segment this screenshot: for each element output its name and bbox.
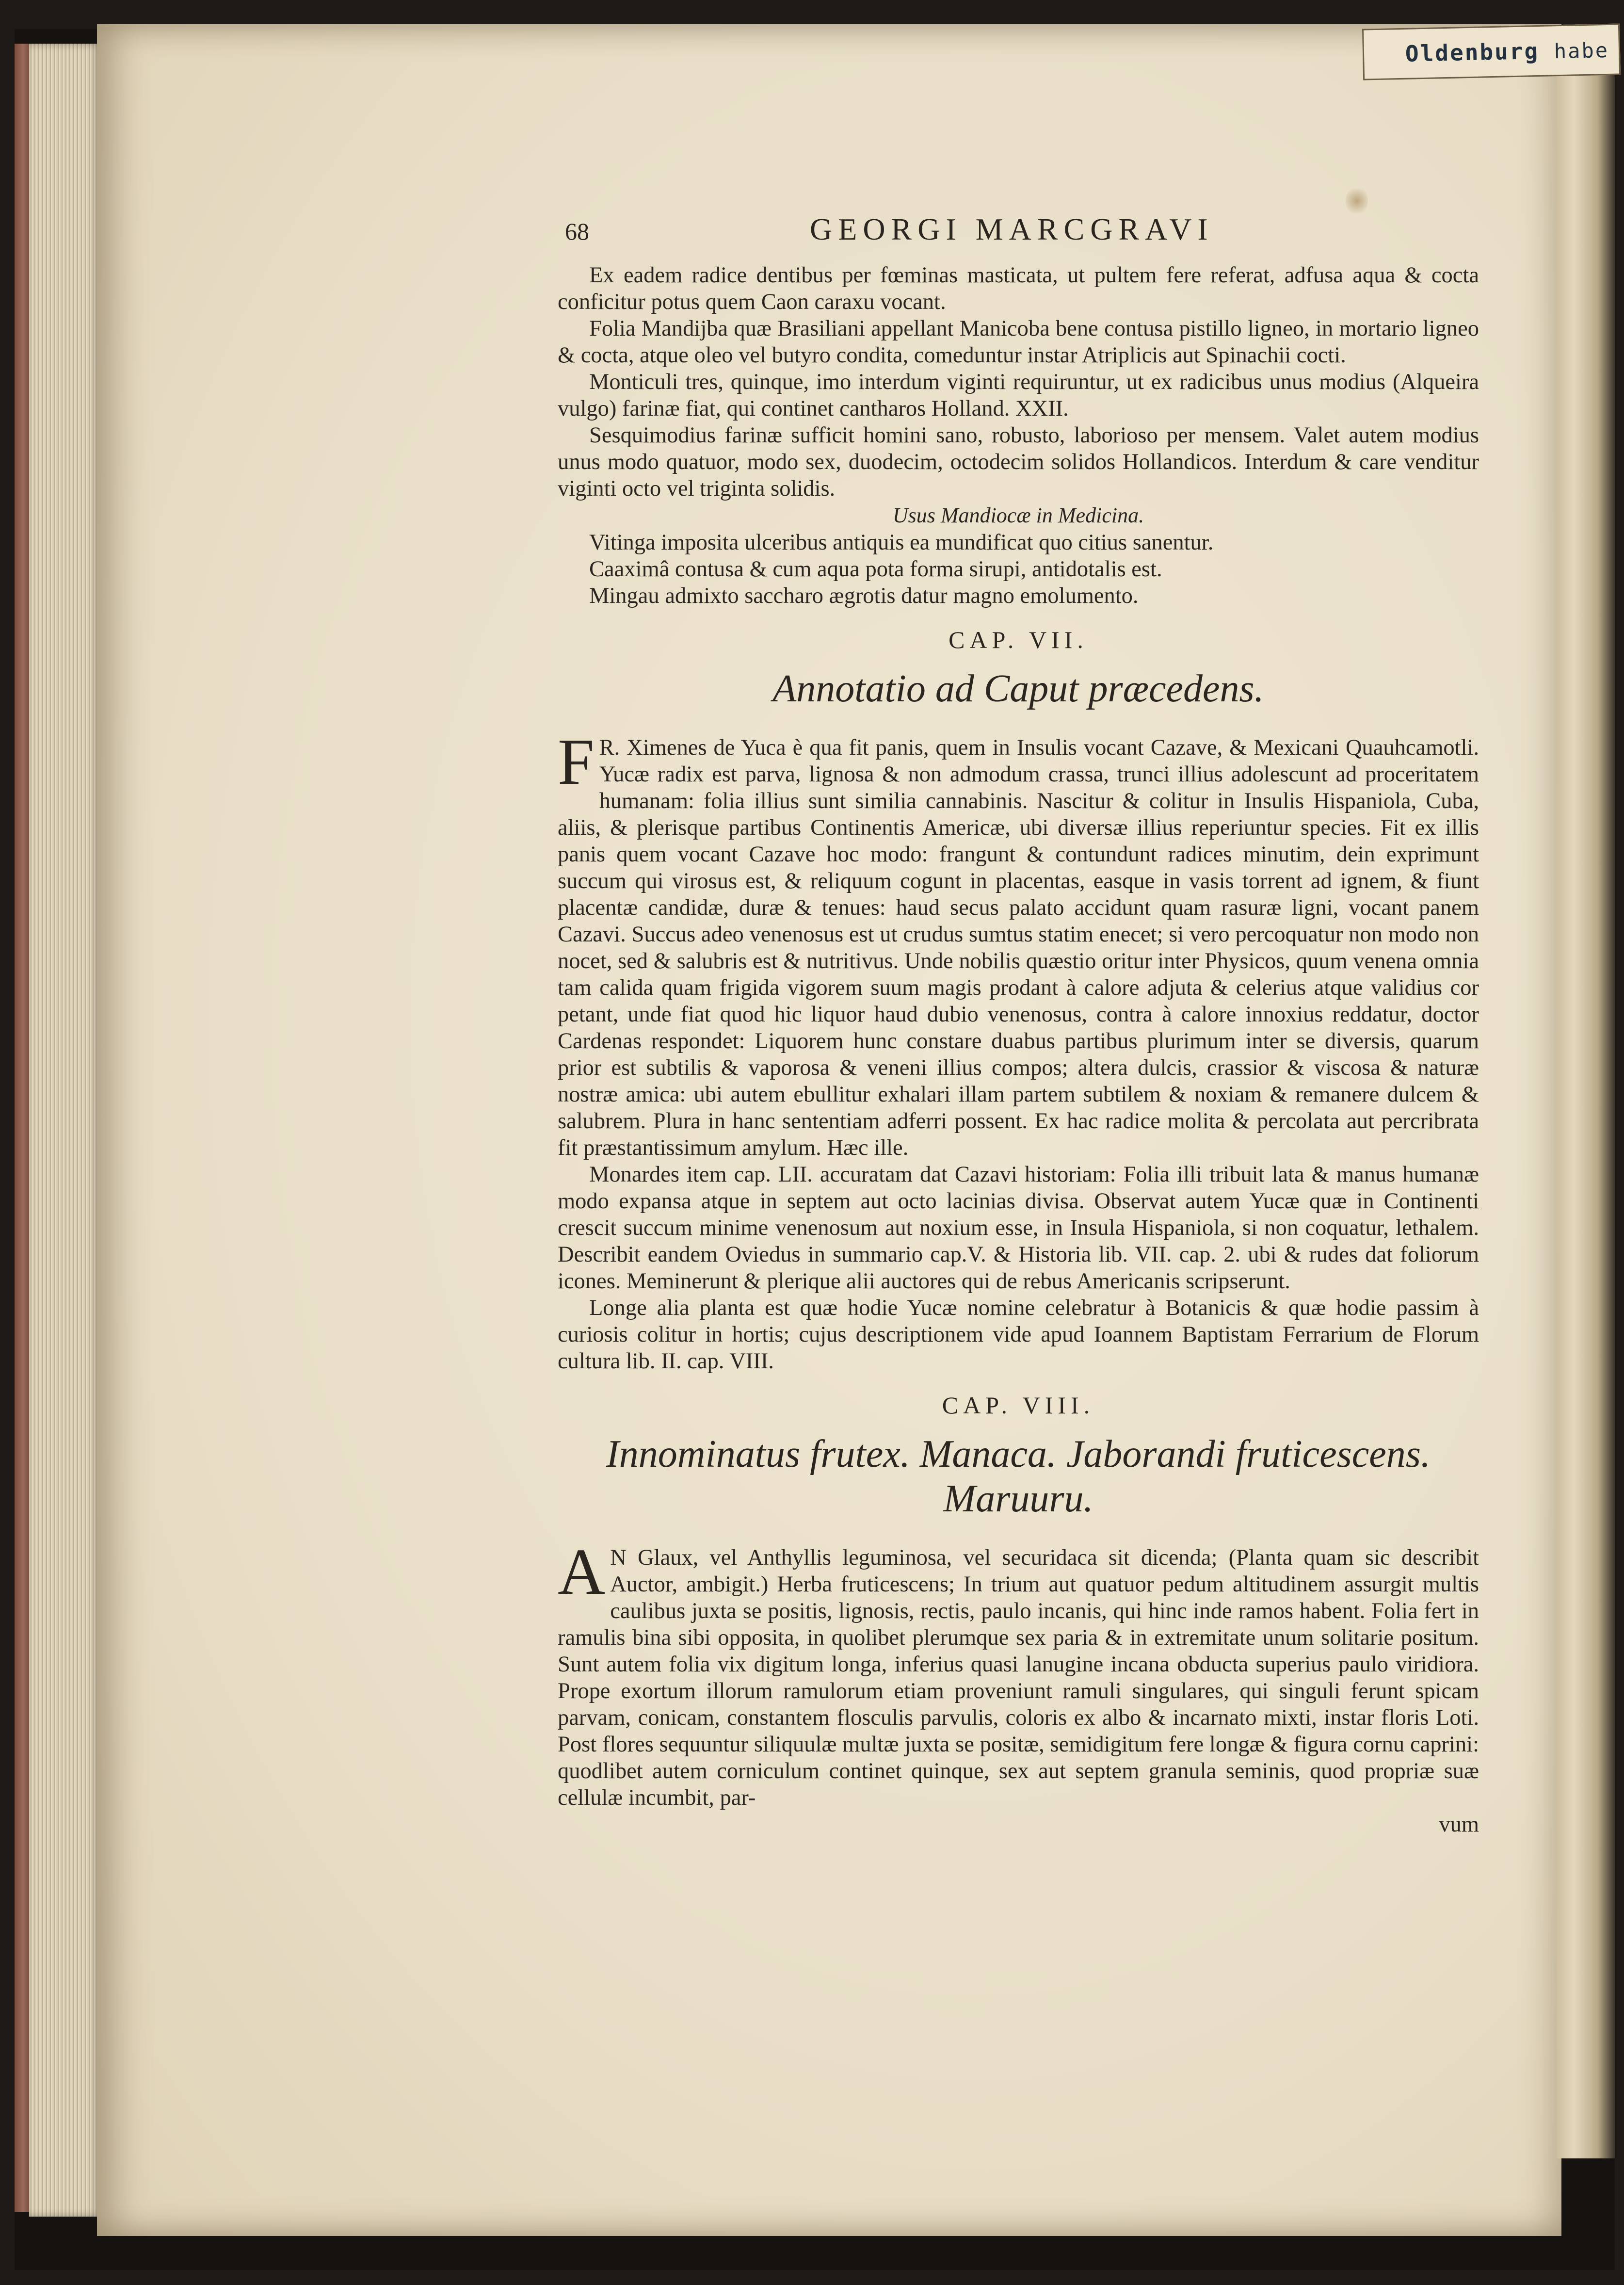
section-subheading: Usus Mandiocæ in Medicina. bbox=[892, 503, 1144, 527]
page-text bbox=[558, 209, 1479, 1838]
chapter-label: CAP. VIII. bbox=[942, 1392, 1095, 1419]
drop-cap: A bbox=[558, 1536, 606, 1608]
drop-cap: F bbox=[558, 726, 595, 798]
page-edges bbox=[29, 44, 102, 2217]
bookmark-tab-label: Oldenburg habe bbox=[1405, 37, 1609, 67]
chapter-title: Innominatus frutex. Manaca. Jaborandi fruticescens. Maruuru. bbox=[606, 1433, 1431, 1520]
paragraph: Sesquimodius farinæ sufficit homini sano, robusto, laborioso per mensem. Valet autem modius unus modo quatuor, modo sex, duodecim, octodecim solidos Hollandicos. Interdum & care venditur viginti octo vel triginta solidis. bbox=[558, 423, 1479, 501]
paragraph: Mingau admixto saccharo ægrotis datur magno emolumento. bbox=[589, 583, 1139, 608]
bookmark-tab[interactable] bbox=[1362, 23, 1621, 80]
paragraph: Longe alia planta est quæ hodie Yucæ nomine celebratur à Botanicis & quæ hodie passim à curiosis colitur in hortis; cujus descriptionem vide apud Ioannem Baptistam Ferrarium de Florum cultura lib. II. cap. VIII. bbox=[558, 1296, 1479, 1374]
running-title: GEORGI MARCGRAVI bbox=[810, 212, 1214, 246]
paragraph: A N Glaux, vel Anthyllis leguminosa, vel securidaca sit dicenda; (Planta quam sic describit Auctor, ambigit.) Herba fruticescens; In trium aut quatuor pedum altitudinem assurgit multis caulibus juxta se positis, lignosis, rectis, paulo incanis, qui hinc inde ramos habent. Folia fert in ramulis bina sibi opposita, in quolibet plerumque sex paria & in extremitate unum solitarie positum. Sunt autem folia vix digitum longa, inferius quasi lanugine incana obducta superius paulo viridiora. Prope exortum illorum ramulorum etiam proveniunt ramuli singulares, qui singuli ferunt spicam parvam, conicam, constantem flosculis parvulis, coloris ex albo & incarnato mixti, instar floris Loti. Post flores sequuntur siliquulæ multæ juxta se positæ, semidigitum fere longæ & figura cornu caprini: quodlibet autem corniculum continet quinque, sex aut septem granula seminis, quod propriæ suæ cellulæ incumbit, par- bbox=[558, 1536, 1479, 1810]
running-head bbox=[558, 209, 1479, 262]
paragraph: Monticuli tres, quinque, imo interdum viginti requiruntur, ut ex radicibus unus modius (Alqueira vulgo) farinæ fiat, qui continet cantharos Holland. XXII. bbox=[558, 370, 1479, 421]
page-number: 68 bbox=[565, 218, 589, 245]
paragraph: Caaximâ contusa & cum aqua pota forma sirupi, antidotalis est. bbox=[589, 557, 1162, 582]
paragraph: Folia Mandijba quæ Brasiliani appellant Manicoba bene contusa pistillo ligneo, in mortario ligneo & cocta, atque oleo vel butyro condita, comeduntur instar Atriplicis aut Spinachii cocti. bbox=[558, 316, 1479, 368]
chapter-label: CAP. VII. bbox=[949, 626, 1088, 653]
right-page-edge bbox=[1557, 73, 1615, 2158]
paragraph: F R. Ximenes de Yuca è qua fit panis, quem in Insulis vocant Cazave, & Mexicani Quauhcamotli. Yucæ radix est parva, lignosa & non admodum crassa, trunci illius adolescunt ad proceritatem humanam: folia illius sunt similia cannabinis. Nascitur & colitur in Insulis Hispaniola, Cuba, aliis, & plerisque partibus Continentis Americæ, ubi diversæ illius reperiuntur species. Fit ex illis panis quem vocant Cazave hoc modo: frangunt & contundunt radices minutim, dein exprimunt succum qui virosus est, & reliquum cogunt in placentas, easque in vasis torrent ad ignem, & fiunt placentæ candidæ, duræ & tenues: haud secus palato accidunt quam rasuræ ligni, vocant panem Cazavi. Succus adeo venenosus est ut crudus sumtus statim enecet; si vero percoquatur non modo non nocet, sed & salubris est & nutritivus. Unde nobilis quæstio oritur inter Physicos, quum venena omnia tam calida quam frigida vigorem suum magis prodant à calore adjuta & celerius atque validius cor petant, unde fiat quod hic liquor haud dubio venenosus, contra à calore innoxius reddatur, doctor Cardenas respondet: Liquorem hunc constare duabus partibus plurimum inter se diversis, quarum prior est subtilis & vaporosa & veneni illius compos; altera dulcis, crassior & viscosa & naturæ nostræ amica: ubi autem ebullitur exhalari illam partem subtilem & noxiam & remanere dulcem & salubrem. Plura in hanc sententiam adferri possent. Ex hac radice molita & percolata aut percribrata fit præstantissimum amylum. Hæc ille. bbox=[558, 726, 1479, 1160]
catchword: vum bbox=[1439, 1812, 1479, 1837]
paragraph: Ex eadem radice dentibus per fœminas masticata, ut pultem fere referat, adfusa aqua & cocta conficitur potus quem Caon caraxu vocant. bbox=[558, 263, 1479, 314]
paragraph: Monardes item cap. LII. accuratam dat Cazavi historiam: Folia illi tribuit lata & manus humanæ modo expansa atque in septem aut octo lacinias divisa. Observat autem Yucæ quæ in Continenti crescit succum minime venenosum aut noxium esse, in Insula Hispaniola, si non coquatur, lethalem. Describit eandem Oviedus in summario cap.V. & Historia lib. VII. cap. 2. ubi & rudes dat foliorum icones. Meminerunt & plerique alii auctores qui de rebus Americanis scripserunt. bbox=[558, 1162, 1479, 1294]
paragraph: Vitinga imposita ulceribus antiquis ea mundificat quo citius sanentur. bbox=[589, 530, 1214, 555]
chapter-title: Annotatio ad Caput præcedens. bbox=[772, 667, 1264, 710]
